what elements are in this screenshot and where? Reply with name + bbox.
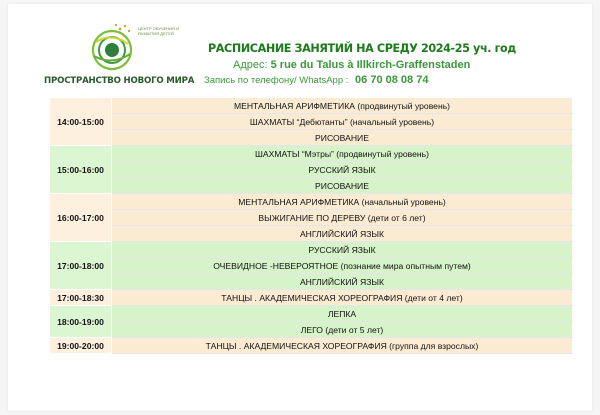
time-slot: 17:00-18:30 [50,290,112,306]
schedule-page [8,4,592,411]
activity-cell: ШАХМАТЫ “Мэтры” (продвинутый уровень) [112,146,573,162]
activity-cell: ШАХМАТЫ “Дебютанты” (начальный уровень) [112,114,573,130]
activity-cell: ЛЕГО (дети от 5 лет) [112,322,573,338]
phone-label: Запись по телефону/ WhatsApp : [204,75,349,86]
logo-name: ПРОСТРАНСТВО НОВОГО МИРА [44,76,195,86]
table-row [50,130,573,146]
table-row [50,210,573,226]
activity-cell: МЕНТАЛЬНАЯ АРИФМЕТИКА (продвинутый уровень) [112,98,573,114]
globe-logo-icon [90,20,136,74]
time-slot: 17:00-18:00 [50,242,112,290]
activity-cell: ОЧЕВИДНОЕ -НЕВЕРОЯТНОЕ (познание мира опытным путем) [112,258,573,274]
phone-line [204,74,594,86]
activity-cell: РУССКИЙ ЯЗЫК [112,162,573,178]
table-row [50,226,573,242]
address-line [233,59,600,71]
table-row [50,178,573,194]
table-row [50,98,573,114]
schedule-body [50,98,573,354]
table-row [50,258,573,274]
table-row [50,194,573,210]
page-title: РАСПИСАНИЕ ЗАНЯТИЙ НА СРЕДУ 2024-25 уч. год [208,42,516,55]
activity-cell: АНГЛИЙСКИЙ ЯЗЫК [112,274,573,290]
table-row [50,242,573,258]
table-row [50,306,573,322]
time-slot: 16:00-17:00 [50,194,112,242]
table-row [50,146,573,162]
table-row [50,162,573,178]
activity-cell: МЕНТАЛЬНАЯ АРИФМЕТИКА (начальный уровень) [112,194,573,210]
activity-cell: РУССКИЙ ЯЗЫК [112,242,573,258]
phone-number: 06 70 08 08 74 [355,74,429,86]
logo [44,14,195,92]
table-row [50,274,573,290]
activity-cell: ВЫЖИГАНИЕ ПО ДЕРЕВУ (дети от 6 лет) [112,210,573,226]
activity-cell: АНГЛИЙСКИЙ ЯЗЫК [112,226,573,242]
schedule-table [49,97,573,354]
time-slot: 14:00-15:00 [50,98,112,146]
address-label: Адрес: [233,59,268,71]
time-slot: 19:00-20:00 [50,338,112,354]
activity-cell: РИСОВАНИЕ [112,178,573,194]
table-row [50,290,573,306]
time-slot: 18:00-19:00 [50,306,112,338]
table-row [50,322,573,338]
table-row [50,338,573,354]
activity-cell: ТАНЦЫ . АКАДЕМИЧЕСКАЯ ХОРЕОГРАФИЯ (группа для взрослых) [112,338,573,354]
activity-cell: ТАНЦЫ . АКАДЕМИЧЕСКАЯ ХОРЕОГРАФИЯ (дети от 4 лет) [112,290,573,306]
address-value: 5 rue du Talus à Illkirch-Graffenstaden [270,59,471,71]
activity-cell: ЛЕПКА [112,306,573,322]
logo-tagline: ЦЕНТР ОБУЧЕНИЯ И РАЗВИТИЯ ДЕТЕЙ [138,26,179,36]
table-row [50,114,573,130]
activity-cell: РИСОВАНИЕ [112,130,573,146]
time-slot: 15:00-16:00 [50,146,112,194]
